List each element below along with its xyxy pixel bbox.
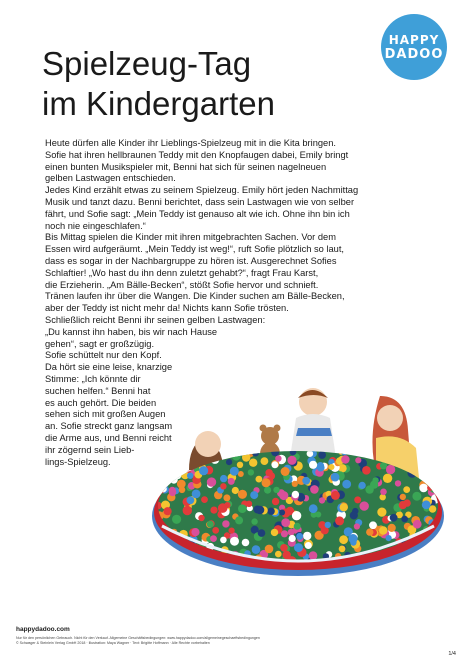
pit-ball xyxy=(325,522,331,528)
pit-ball xyxy=(271,529,278,536)
pit-ball xyxy=(262,478,271,487)
pit-ball xyxy=(230,537,239,546)
story-title xyxy=(42,44,275,124)
pit-ball xyxy=(164,468,173,477)
pit-ball xyxy=(352,449,358,455)
pit-ball xyxy=(434,472,441,479)
pit-ball xyxy=(294,543,303,552)
pit-ball xyxy=(223,494,230,501)
child-boy-middle xyxy=(290,388,336,458)
story-line: an. Sofie streckt ganz langsam xyxy=(45,421,173,432)
pit-ball xyxy=(390,514,398,522)
pit-ball xyxy=(192,490,201,499)
pit-ball xyxy=(171,470,178,477)
story-line: Essen wird aufgeräumt. „Mein Teddy ist weg!“, ruft Sofie plötzlich so laut, xyxy=(45,244,345,255)
pit-ball xyxy=(315,512,321,518)
pit-ball xyxy=(238,504,247,513)
pit-ball xyxy=(288,529,295,536)
pit-ball xyxy=(207,477,216,486)
pit-ball xyxy=(329,464,335,470)
story-line: Heute dürfen alle Kinder ihr Lieblings-Spielzeug mit in die Kita bringen. xyxy=(45,138,336,148)
pit-ball xyxy=(175,466,181,472)
pit-ball xyxy=(160,486,167,493)
pit-ball xyxy=(386,465,395,474)
pit-ball xyxy=(267,508,274,515)
title-line-2: im Kindergarten xyxy=(42,85,275,122)
pit-ball xyxy=(226,459,232,465)
pit-ball xyxy=(388,524,396,532)
pit-ball xyxy=(248,469,254,475)
pit-ball xyxy=(429,448,435,454)
pit-ball xyxy=(362,466,371,475)
story-line: die Erzieherin. „Am Bälle-Becken“, stößt Sofie hervor und schnieft. xyxy=(45,279,319,290)
story-line: sehen sich mit großen Augen xyxy=(45,409,166,420)
pit-ball xyxy=(428,558,435,565)
pit-ball xyxy=(426,548,433,555)
pit-ball xyxy=(395,480,401,486)
story-line: noch nie eingeschlafen.“ xyxy=(45,220,146,231)
happy-dadoo-logo xyxy=(381,14,447,80)
pit-ball xyxy=(222,520,229,527)
story-line: dass es sogar in der Nachbargruppe zu hören ist. Ausgerechnet Sofies xyxy=(45,255,337,266)
pit-ball xyxy=(289,535,296,542)
pit-ball xyxy=(178,464,185,471)
pit-ball xyxy=(369,521,377,529)
pit-ball xyxy=(365,485,373,493)
pit-ball xyxy=(242,453,250,461)
pit-ball xyxy=(399,501,407,509)
story-line: Schlaftier! „Wo hast du ihn denn zuletzt gehabt?“, fragt Frau Karst, xyxy=(45,267,319,278)
pit-ball xyxy=(275,455,281,461)
pit-ball xyxy=(183,506,192,515)
pit-ball xyxy=(235,516,243,524)
pit-ball xyxy=(331,473,340,482)
logo-line-2: DADOO xyxy=(384,46,444,62)
story-line: Stimme: „Ich könnte dir xyxy=(45,373,141,384)
pit-ball xyxy=(341,455,349,463)
story-line: Jedes Kind erzählt etwas zu seinem Spielzeug. Emily hört jeden Nachmittag xyxy=(45,185,359,196)
footer xyxy=(16,626,396,645)
pit-ball xyxy=(258,529,266,537)
pit-ball xyxy=(170,476,178,484)
pit-ball xyxy=(309,551,318,560)
pit-ball xyxy=(427,480,433,486)
pit-ball xyxy=(187,473,193,479)
pit-ball xyxy=(429,484,438,493)
pit-ball xyxy=(359,482,366,489)
pit-ball xyxy=(422,500,431,509)
pit-ball xyxy=(350,511,358,519)
pit-ball xyxy=(246,501,252,507)
pit-ball xyxy=(250,491,258,499)
pit-ball xyxy=(360,501,369,510)
pit-ball xyxy=(317,462,324,469)
pit-ball xyxy=(305,542,312,549)
story-line: fährt, und Sofie sagt: „Mein Teddy ist genauso alt wie ich. Ohne ihn bin ich xyxy=(45,208,350,219)
pit-ball xyxy=(256,476,263,483)
pit-ball xyxy=(383,474,392,483)
title-line-1: Spielzeug-Tag xyxy=(42,45,252,82)
pit-ball xyxy=(271,461,278,468)
pit-ball xyxy=(198,515,204,521)
pit-ball xyxy=(318,451,326,459)
pit-ball xyxy=(218,503,228,513)
story-line: Da hört sie eine leise, knarzige xyxy=(45,362,173,373)
pit-ball xyxy=(348,534,357,543)
story-line: gelben Lastwagen entschieden. xyxy=(45,173,176,184)
pit-ball xyxy=(339,535,348,544)
pit-ball xyxy=(261,457,269,465)
pit-ball xyxy=(339,546,346,553)
pit-ball xyxy=(251,518,257,524)
story-line: es auch gehört. Die beiden xyxy=(45,397,157,408)
footer-legal-line-1: Nur für den persönlichen Gebrauch. Nicht für den Verkauf. Allgemeine Geschäftsbedingungen: www.happydadoo.com/allgemeinegeschaeftsbedingungen xyxy=(16,636,260,640)
pit-ball xyxy=(173,454,180,461)
pit-ball xyxy=(252,450,259,457)
pit-ball xyxy=(413,520,422,529)
pit-ball xyxy=(164,507,172,515)
pit-ball xyxy=(265,545,274,554)
pit-ball xyxy=(207,521,214,528)
pit-ball xyxy=(199,466,208,475)
pit-ball xyxy=(340,447,348,455)
story-line: lings-Spielzeug. xyxy=(45,456,111,467)
pit-ball xyxy=(296,533,303,540)
pit-ball xyxy=(424,459,432,467)
story-line: Musik und tanzt dazu. Benni berichtet, dass sein Lastwagen wie von selber xyxy=(45,196,355,207)
pit-ball xyxy=(172,515,181,524)
pit-ball xyxy=(201,496,208,503)
pit-ball xyxy=(380,489,387,496)
pit-ball xyxy=(232,452,241,461)
pit-ball xyxy=(342,480,351,489)
pit-ball xyxy=(275,551,282,558)
pit-ball xyxy=(302,477,310,485)
pit-ball xyxy=(232,487,239,494)
pit-ball xyxy=(416,448,424,456)
pit-ball xyxy=(155,557,163,565)
pit-ball xyxy=(403,486,410,493)
story-line: Sofie hat ihren hellbraunen Teddy mit den Knopfaugen dabei, Emily bringt xyxy=(45,149,349,160)
pit-ball xyxy=(220,475,227,482)
pit-ball xyxy=(272,498,279,505)
pit-ball xyxy=(273,487,279,493)
page-number: 1/4 xyxy=(448,651,456,657)
pit-ball xyxy=(342,448,349,455)
pit-ball xyxy=(428,468,434,474)
story-line: gehen“, sagt er großzügig. xyxy=(45,338,155,349)
pit-ball xyxy=(412,492,421,501)
pit-ball xyxy=(180,554,189,563)
pit-ball xyxy=(310,485,319,494)
story-line: Sofie schüttelt nur den Kopf. xyxy=(45,350,162,361)
pit-ball xyxy=(292,481,298,487)
pit-ball xyxy=(157,470,163,476)
pit-ball xyxy=(265,469,272,476)
pit-ball xyxy=(179,455,188,464)
pit-ball xyxy=(419,484,428,493)
pit-ball xyxy=(292,491,299,498)
pit-ball xyxy=(279,491,288,500)
pit-ball xyxy=(228,478,235,485)
pit-ball xyxy=(331,491,340,500)
footer-legal-line-2: © Schwager & Steinlein Verlag GmbH 2018 · Illustration: Maya Wagner · Text: Brigitte Hoffmann · Alle Rechte vorbehalten xyxy=(16,640,210,645)
story-line: Bis Mittag spielen die Kinder mit ihren mitgebrachten Sachen. Vor dem xyxy=(45,232,336,243)
pit-ball xyxy=(280,544,288,552)
footer-brand[interactable]: happydadoo.com xyxy=(16,626,70,633)
pit-ball xyxy=(292,511,301,520)
pit-ball xyxy=(386,535,392,541)
pit-ball xyxy=(432,552,440,560)
pit-ball xyxy=(162,471,171,480)
story-line: die Arme aus, und Benni reicht xyxy=(45,432,172,443)
pit-ball xyxy=(212,527,219,534)
pit-ball xyxy=(249,459,257,467)
pit-ball xyxy=(309,461,317,469)
story-line: Tränen laufen ihr über die Wangen. Die Kinder suchen am Bälle-Becken, xyxy=(45,291,345,302)
pit-ball xyxy=(425,465,433,473)
pit-ball xyxy=(237,462,243,468)
pit-ball xyxy=(377,508,386,517)
pit-ball xyxy=(238,490,247,499)
pit-ball xyxy=(158,451,166,459)
pit-ball xyxy=(366,528,373,535)
pit-ball xyxy=(283,551,291,559)
pit-ball xyxy=(303,532,311,540)
pit-ball xyxy=(401,516,408,523)
pit-ball xyxy=(210,507,217,514)
pit-ball xyxy=(252,545,261,554)
pit-ball xyxy=(177,480,186,489)
story-line: „Du kannst ihn haben, bis wir nach Hause xyxy=(45,326,218,337)
pit-ball xyxy=(281,467,290,476)
pit-ball xyxy=(319,497,325,503)
pit-ball xyxy=(420,448,427,455)
pit-ball xyxy=(309,504,318,513)
pit-ball xyxy=(154,482,163,491)
pit-ball xyxy=(220,483,226,489)
pit-ball xyxy=(432,450,441,459)
pit-ball xyxy=(355,457,361,463)
story-line: ihr zögernd sein Lieb- xyxy=(45,444,135,455)
pit-ball xyxy=(372,477,378,483)
logo-line-1: HAPPY xyxy=(388,32,440,47)
pit-ball xyxy=(380,462,387,469)
pit-ball xyxy=(400,494,406,500)
story-line: Schließlich reicht Benni ihr seinen gelben Lastwagen: xyxy=(45,314,266,325)
pit-ball xyxy=(335,516,344,525)
story-line: aber der Teddy ist nicht mehr da! Nichts kann Sofie trösten. xyxy=(45,303,289,314)
pit-ball xyxy=(175,473,182,480)
pit-ball xyxy=(187,496,195,504)
pit-ball xyxy=(176,460,183,467)
pit-ball xyxy=(242,539,250,547)
pit-ball xyxy=(379,526,387,534)
pit-ball xyxy=(169,487,176,494)
pit-ball xyxy=(230,467,239,476)
pit-ball xyxy=(427,485,433,491)
pit-ball xyxy=(307,450,314,457)
pit-ball xyxy=(220,537,227,544)
pit-ball xyxy=(159,468,167,476)
story-line: einen bunten Musikspieler mit, Benni hat sich für seinen nagelneuen xyxy=(45,161,327,172)
pit-ball xyxy=(256,506,265,515)
pit-ball xyxy=(210,535,217,542)
pit-ball xyxy=(264,487,271,494)
pit-ball xyxy=(294,523,301,530)
pit-ball xyxy=(354,523,360,529)
pit-ball xyxy=(354,496,361,503)
pit-ball xyxy=(281,518,290,527)
pit-ball xyxy=(191,528,199,536)
pit-ball xyxy=(279,510,285,516)
pit-ball xyxy=(159,475,165,481)
story-line: suchen helfen.“ Benni hat xyxy=(45,385,151,396)
pit-ball xyxy=(287,456,296,465)
pit-ball xyxy=(161,464,170,473)
pit-ball xyxy=(426,456,435,465)
pit-ball xyxy=(426,544,432,550)
pit-ball xyxy=(229,528,235,534)
pit-ball xyxy=(340,503,348,511)
ball-pit-illustration xyxy=(148,366,448,596)
